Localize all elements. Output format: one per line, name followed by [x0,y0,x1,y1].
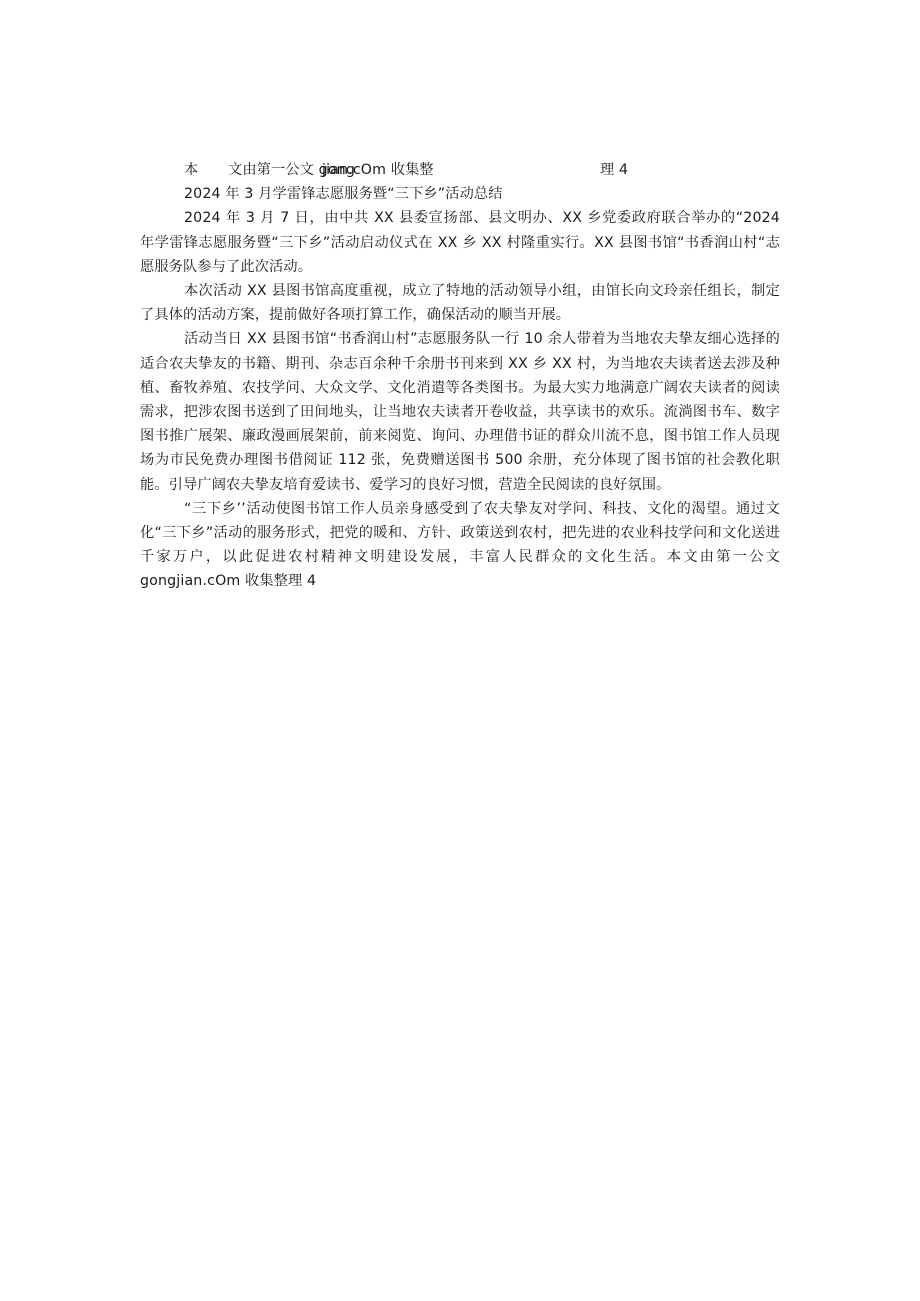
paragraph-4: “三下乡’’活动使图书馆工作人员亲身感受到了农夫挚友对学问、科技、文化的渴望。通过文化“三下乡”活动的服务形式，把党的暖和、方针、政策送到农村，把先进的农业科技学问和文化送进千家万户，以此促进农村精神文明建设发展，丰富人民群众的文化生活。本文由第一公文 gongjian.cOm 收集整理 4 [140,500,780,590]
source-note-part-4: 理 4 [600,162,629,178]
document-title: 2024 年 3 月学雷锋志愿服务暨“三下乡”活动总结 [184,186,503,203]
document-body [140,158,780,594]
source-note [140,158,780,182]
paragraph-1: 2024 年 3 月 7 日，由中共 XX 县委宣扬部、县文明办、XX 乡党委政府联合举办的“2024 年学雷锋志愿服务暨“三下乡”活动启动仪式在 XX 乡 XX 村隆重实行。XX 县图书馆“书香润山村“志愿服务队参与了此次活动。 [140,210,780,275]
source-note-part-1: 本 [184,162,199,178]
paragraph-2: 本次活动 XX 县图书馆高度重视，成立了特地的活动领导小组，由馆长向文玲亲任组长，制定了具体的活动方案，提前做好各项打算工作，确保活动的顺当开展。 [140,283,780,324]
source-note-part-3: jian.cOm 收集整 [322,162,434,178]
paragraph-3: 活动当日 XX 县图书馆“书香润山村”志愿服务队一行 10 余人带着为当地农夫挚友细心选择的适合农夫挚友的书籍、期刊、杂志百余种千余册书刊来到 XX 乡 XX 村，为当地农夫读者送去涉及种植、畜牧养殖、农技学问、大众文学、文化消遣等各类图书。为最大实力地满意广阔农夫读者的阅读需求，把涉农图书送到了田间地头，让当地农夫读者开卷收益，共享读书的欢乐。流淌图书车、数字图书推广展架、廉政漫画展架前，前来阅览、询问、办理借书证的群众川流不息，图书馆工作人员现场为市民免费办理图书借阅证 112 张，免费赠送图书 500 余册，充分体现了图书馆的社会教化职能。引导广阔农夫挚友培育爱读书、爱学习的良好习惯，营造全民阅读的良好氛围。 [140,331,780,493]
source-note-part-2: 文由第一公文 gong [228,162,355,178]
